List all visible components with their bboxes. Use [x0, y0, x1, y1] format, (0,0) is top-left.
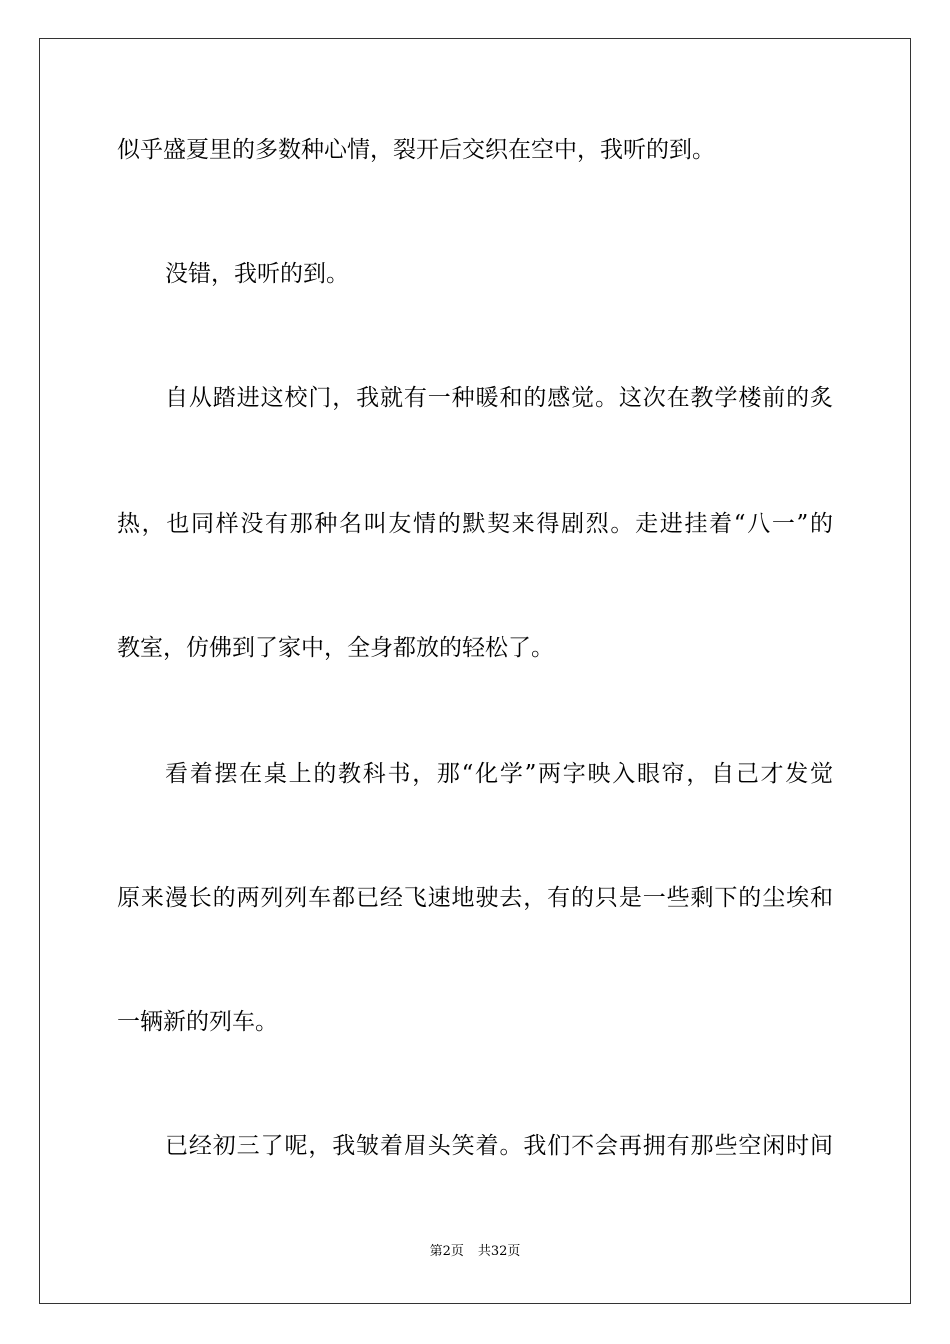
- paragraph-line-7: 原来漫长的两列列车都已经飞速地驶去，有的只是一些剩下的尘埃和: [117, 885, 833, 911]
- paragraph-line-9: 已经初三了呢，我皱着眉头笑着。我们不会再拥有那些空闲时间: [165, 1133, 833, 1159]
- paragraph-line-3: 自从踏进这校门，我就有一种暖和的感觉。这次在教学楼前的炙: [165, 385, 833, 411]
- paragraph-line-6: 看着摆在桌上的教科书，那“化学”两字映入眼帘，自己才发觉: [165, 761, 833, 787]
- page-border: [39, 38, 911, 1304]
- paragraph-line-2: 没错，我听的到。: [165, 261, 349, 287]
- paragraph-line-5: 教室，仿佛到了家中，全身都放的轻松了。: [117, 635, 554, 661]
- paragraph-line-8: 一辆新的列车。: [117, 1009, 278, 1035]
- paragraph-line-1: 似乎盛夏里的多数种心情，裂开后交织在空中，我听的到。: [117, 137, 715, 163]
- paragraph-line-4: 热，也同样没有那种名叫友情的默契来得剧烈。走进挂着“八一”的: [117, 511, 833, 537]
- page-number: 第2页: [429, 1244, 464, 1259]
- page-footer: [0, 1244, 950, 1260]
- page-total: 共32页: [477, 1244, 521, 1259]
